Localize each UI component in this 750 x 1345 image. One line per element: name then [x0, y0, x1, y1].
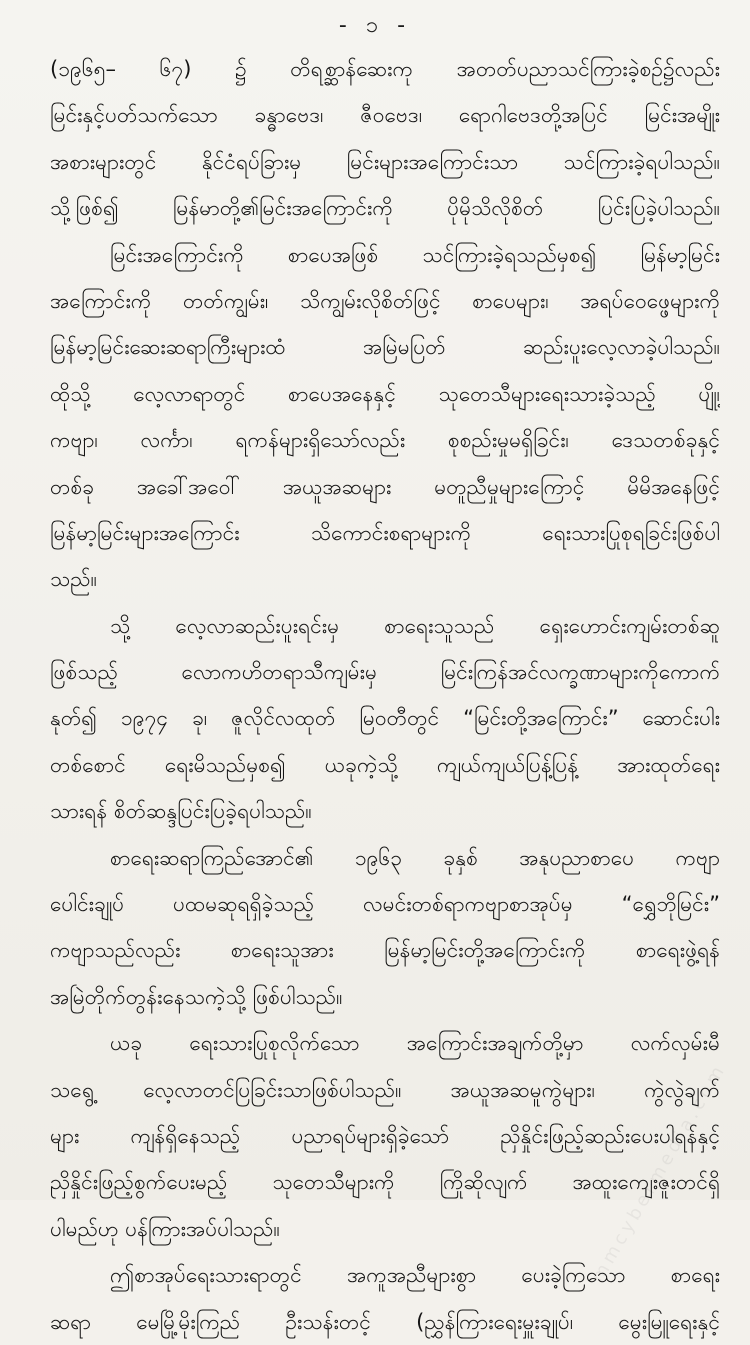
text-line: ပါမည်ဟု ပန်ကြားအပ်ပါသည်။: [50, 1216, 280, 1241]
body-text: [50, 46, 720, 1345]
text-line: မြန်မာ့မြင်းများအကြောင်း သိကောင်းစရာများကို ရေးသားပြုစုရခြင်းဖြစ်ပါ: [50, 520, 720, 545]
paragraph-start-line: စာရေးဆရာကြည်အောင်၏ ၁၉၆၃ ခုနှစ် အနုပညာစာပေ ကဗျာ: [110, 845, 720, 870]
paragraph-start-line: ယခု ရေးသားပြုစုလိုက်သော အကြောင်းအချက်တို့မှာ လက်လှမ်းမီ: [110, 1031, 720, 1056]
text-line: ထိုသို့ လေ့လာရာတွင် စာပေအနေနှင့် သုတေသီများရေးသားခဲ့သည့် ပျို့၊: [50, 381, 720, 406]
text-line: တစ်ခု အခေါ်အဝေါ် အယူအဆများ မတူညီမှုများကြောင့် မိမိအနေဖြင့်: [50, 474, 720, 499]
page-number: - ၁ -: [338, 13, 412, 38]
text-line: သို့ဖြစ်၍ မြန်မာတို့၏မြင်းအကြောင်းကို ပိုမိုသိလိုစိတ် ပြင်းပြခဲ့ပါသည်။: [50, 196, 720, 221]
text-line: ဆရာ မေမြို့မိုးကြည် ဦးသန်းတင့် (ညွှန်ကြားရေးမှူးချုပ်၊ မွေးမြူရေးနှင့်: [50, 1309, 720, 1334]
text-line: မြင်းနှင့်ပတ်သက်သော ခန္ဓာဗေဒ၊ ဇီဝဗေဒ၊ ရောဂါဗေဒတို့အပြင် မြင်းအမျိုး: [50, 103, 720, 128]
text-line: အစားများတွင် နိုင်ငံရပ်ခြားမှ မြင်းများအကြောင်းသာ သင်ကြားခဲ့ရပါသည်။: [50, 149, 720, 174]
text-line: တစ်စောင် ရေးမိသည်မှစ၍ ယခုကဲ့သို့ ကျယ်ကျယ်ပြန့်ပြန့် အားထုတ်ရေး: [50, 752, 720, 777]
text-line: နုတ်၍ ၁၉၇၄ ခု၊ ဇူလိုင်လထုတ် မြဝတီတွင် “မြင်းတို့အကြောင်း” ဆောင်းပါး: [50, 706, 720, 731]
text-line: များ ကျန်ရှိနေသည့် ပညာရပ်များရှိခဲ့သော် ညှိနှိုင်းဖြည့်ဆည်းပေးပါရန်နှင့်: [50, 1123, 720, 1148]
paragraph-start-line: မြင်းအကြောင်းကို စာပေအဖြစ် သင်ကြားခဲ့ရသည်မှစ၍ မြန်မာ့မြင်း: [110, 242, 720, 267]
paragraph-start-line: ဤစာအုပ်ရေးသားရာတွင် အကူအညီများစွာ ပေးခဲ့ကြသော စာရေး: [110, 1263, 720, 1288]
paragraph-start-line: သို့ လေ့လာဆည်းပူးရင်းမှ စာရေးသူသည် ရှေးဟောင်းကျမ်းတစ်ဆူ: [110, 613, 720, 638]
text-line: ညှိနှိုင်းဖြည့်စွက်ပေးမည့် သုတေသီများကို ကြိုဆိုလျက် အထူးကျေးဇူးတင်ရှိ: [50, 1170, 720, 1195]
text-line: သရွေ့ လေ့လာတင်ပြခြင်းသာဖြစ်ပါသည်။ အယူအဆမူကွဲများ၊ ကွဲလွဲချက်: [50, 1077, 720, 1102]
text-line: ပေါင်းချုပ် ပထမဆုရရှိခဲ့သည့် လမင်းတစ်ရာကဗျာစာအုပ်မှ “ရွှေဘိုမြင်း”: [50, 892, 720, 917]
text-line: ဖြစ်သည့် လောကဟိတရာသီကျမ်းမှ မြင်းကြန်အင်လက္ခဏာများကိုကောက်: [50, 660, 720, 685]
text-line: အကြောင်းကို တတ်ကျွမ်း၊ သိကျွမ်းလိုစိတ်ဖြင့် စာပေများ၊ အရပ်ဝေဖ္ဖေများကို: [50, 288, 720, 313]
text-line: သားရန် စိတ်ဆန္ဒပြင်းပြခဲ့ရပါသည်။: [50, 799, 312, 824]
text-line: သည်။: [50, 567, 97, 592]
text-line: အမြဲတိုက်တွန်းနေသကဲ့သို့ ဖြစ်ပါသည်။: [50, 984, 343, 1009]
text-line: မြန်မာ့မြင်းဆေးဆရာကြီးများထံ အမြဲမပြတ် ဆည်းပူးလေ့လာခဲ့ပါသည်။: [50, 335, 720, 360]
text-line: ကဗျာ၊ လင်္ကာ၊ ရကန်များရှိသော်လည်း စုစည်းမှုမရှိခြင်း၊ ဒေသတစ်ခုနှင့်: [50, 428, 720, 453]
watermark: mmcybermedia.com: [587, 1059, 730, 1287]
text-line: ကဗျာသည်လည်း စာရေးသူအား မြန်မာ့မြင်းတို့အကြောင်းကို စာရေးဖွဲ့ရန်: [50, 938, 720, 963]
text-line: (၁၉၆၅– ၆၇) ၌ တိရစ္ဆာန်ဆေးကု အတတ်ပညာသင်ကြားခဲ့စဉ်၌လည်း: [50, 57, 720, 81]
